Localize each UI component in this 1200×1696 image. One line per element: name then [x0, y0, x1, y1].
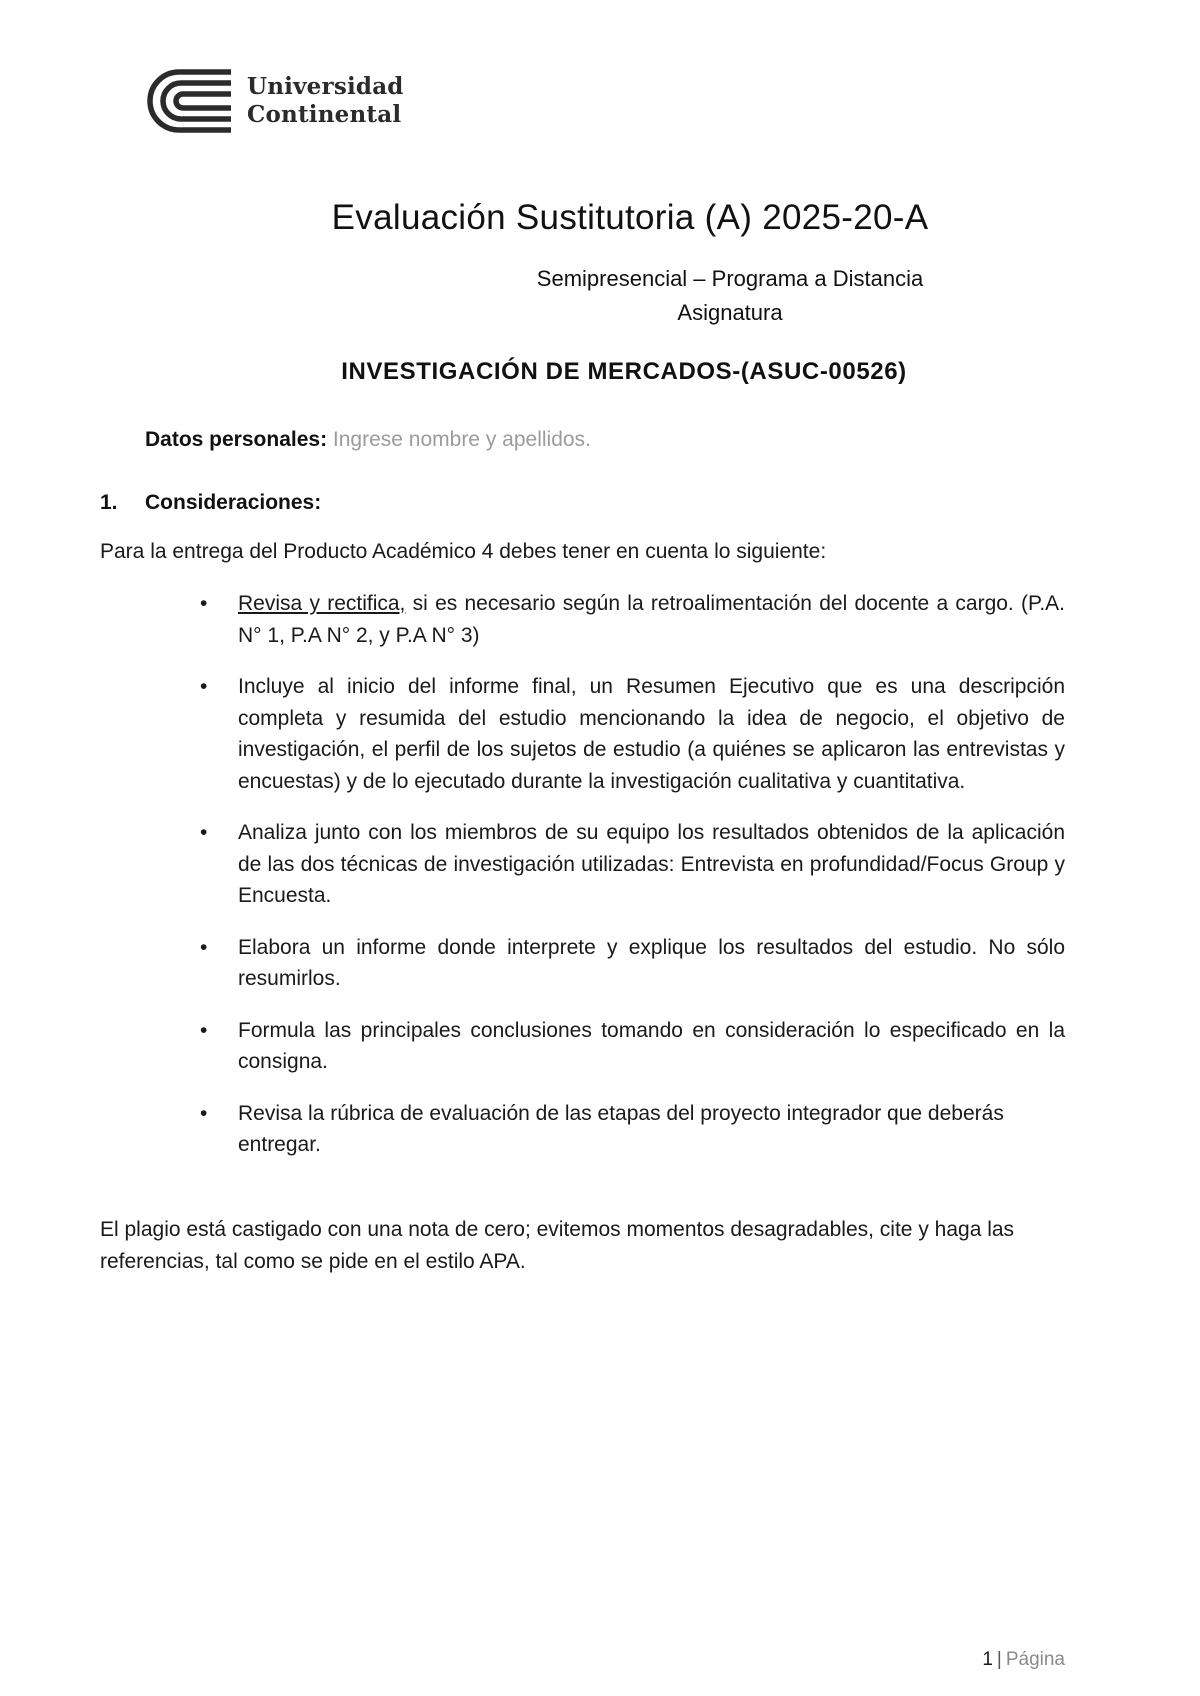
list-item-text: si es necesario según la retroalimentación del docente a cargo. (P.A. N° 1, P.A N° 2, y P.A N° 3) [238, 592, 1065, 647]
list-item-text: Elabora un informe donde interprete y explique los resultados del estudio. No sólo resumirlos. [238, 935, 1065, 990]
section-title: Consideraciones: [145, 491, 322, 514]
footer-separator: | [996, 1649, 1002, 1670]
closing-paragraph: El plagio está castigado con una nota de cero; evitemos momentos desagradables, cite y haga las referencias, tal como se pide en el estilo APA. [100, 1218, 1015, 1273]
bullet-icon: • [200, 821, 208, 844]
document-subtitle-subject: Asignatura [677, 300, 783, 325]
list-item [200, 1098, 1065, 1161]
name-input-placeholder[interactable]: Ingrese nombre y apellidos. [332, 428, 591, 451]
logo-line-1: Universidad [247, 73, 404, 100]
list-item [200, 1015, 1065, 1078]
list-item [200, 817, 1065, 912]
page-label: Página [1005, 1649, 1065, 1670]
list-item-text: Revisa la rúbrica de evaluación de las etapas del proyecto integrador que deberás entregar. [238, 1101, 1004, 1156]
university-logo [143, 68, 404, 134]
underlined-text: Revisa y rectifica, [238, 592, 406, 615]
list-item [200, 932, 1065, 995]
personal-data-line [145, 425, 591, 455]
bullet-icon: • [200, 935, 208, 959]
considerations-list [200, 588, 1065, 1181]
course-title: INVESTIGACIÓN DE MERCADOS-(ASUC-00526) [341, 358, 907, 385]
bullet-icon: • [200, 675, 208, 698]
list-item [200, 671, 1065, 797]
logo-line-2: Continental [247, 101, 402, 128]
document-subtitle: Semipresencial – Programa a Distancia [536, 266, 924, 291]
document-title: Evaluación Sustitutoria (A) 2025-20-A [331, 198, 929, 237]
bullet-icon: • [200, 592, 208, 615]
personal-data-label: Datos personales: [145, 428, 328, 451]
list-item-text: Formula las principales conclusiones tomando en consideración lo especificado en la consigna. [238, 1018, 1065, 1073]
bullet-icon: • [200, 1018, 208, 1042]
list-item-text: Analiza junto con los miembros de su equipo los resultados obtenidos de la aplicación de las dos técnicas de investigación utilizadas: Entrevista en profundidad/Focus Group y Encuesta. [238, 821, 1065, 907]
section-heading [100, 488, 321, 518]
page-footer [960, 1648, 1065, 1672]
bullet-icon: • [200, 1101, 208, 1125]
intro-paragraph: Para la entrega del Producto Académico 4 debes tener en cuenta lo siguiente: [100, 540, 827, 563]
section-number: 1. [100, 491, 118, 514]
logo-wordmark [247, 73, 404, 129]
universidad-continental-logo-icon [143, 68, 233, 134]
page-number: 1 [982, 1649, 993, 1670]
list-item-text: Incluye al inicio del informe final, un Resumen Ejecutivo que es una descripción completa y resumida del estudio mencionando la idea de negocio, el objetivo de investigación, el perfil de los sujetos de estudio (a quiénes se aplicaron las entrevistas y encuestas) y de lo ejecutado durante la investigación cualitativa y cuantitativa. [238, 675, 1065, 793]
list-item [200, 588, 1065, 651]
